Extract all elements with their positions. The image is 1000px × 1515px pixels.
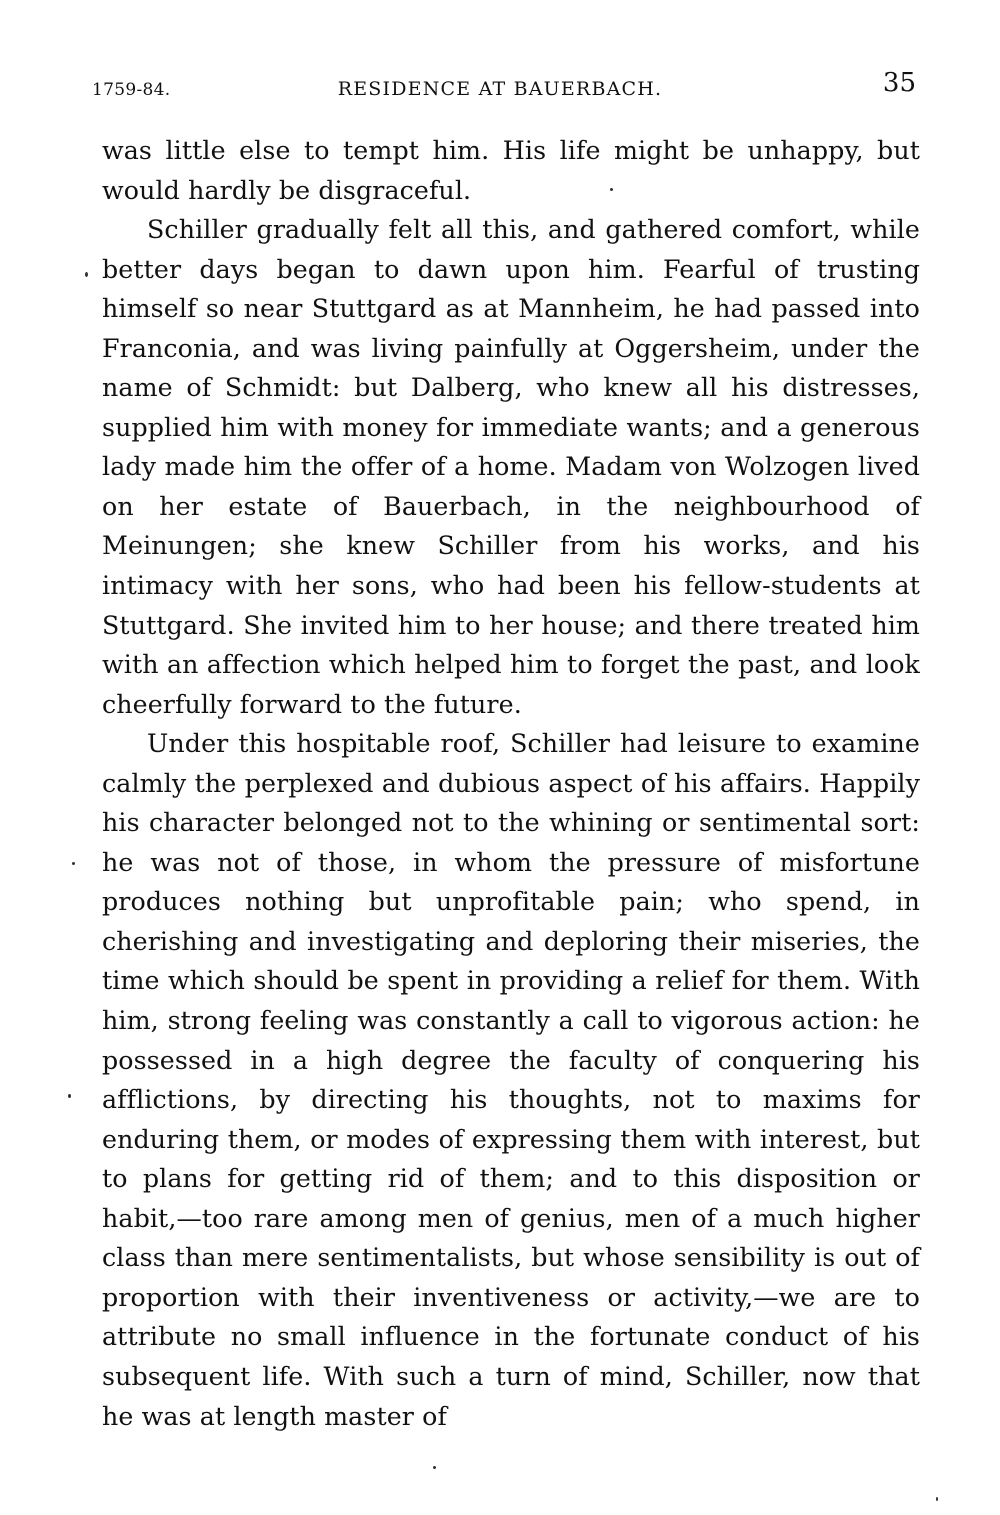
scan-speck — [936, 1497, 938, 1501]
scan-speck — [72, 862, 75, 865]
page-number: 35 — [882, 68, 916, 98]
running-head — [88, 68, 916, 104]
scan-speck — [68, 1094, 71, 1098]
paragraph-3: Under this hospitable roof, Schiller had leisure to examine calmly the perplexed and dubious aspect of his affairs. Happily his character belonged not to the whining or sentimental sort: he was not of those, in whom the pressure of misfortune produces nothing but unprofitable pain; who spend, in cherishing and investigating and deploring their miseries, the time which should be spent in providing a relief for them. With him, strong feeling was constantly a call to vigorous action: he possessed in a high degree the faculty of conquering his afflictions, by directing his thoughts, not to maxims for enduring them, or modes of expressing them with interest, but to plans for getting rid of them; and to this disposition or habit,—too rare among men of genius, men of a much higher class than mere sentimentalists, but whose sensibility is out of proportion with their inventiveness or activity,—we are to attribute no small influence in the fortunate conduct of his subsequent life. With such a turn of mind, Schiller, now that he was at length master of — [102, 729, 920, 1431]
paragraph-1: was little else to tempt him. His life might be unhappy, but would hardly be disgraceful. — [102, 136, 920, 205]
header-title: RESIDENCE AT BAUERBACH. — [337, 78, 663, 100]
scan-speck — [433, 1466, 436, 1469]
scan-speck — [610, 188, 613, 191]
header-years: 1759-84. — [92, 80, 171, 100]
scan-speck — [85, 272, 88, 277]
paragraph-2: Schiller gradually felt all this, and gathered comfort, while better days began to dawn upon him. Fearful of trusting himself so near Stuttgard as at Mannheim, he had passed into Franconia, and was living painfully at Oggersheim, under the name of Schmidt: but Dalberg, who knew all his distresses, supplied him with money for immediate wants; and a generous lady made him the offer of a home. Madam von Wolzogen lived on her estate of Bauerbach, in the neighbourhood of Meinungen; she knew Schiller from his works, and his intimacy with her sons, who had been his fellow-students at Stuttgard. She invited him to her house; and there treated him with an affection which helped him to forget the past, and look cheerfully forward to the future. — [102, 215, 920, 719]
body-text — [102, 131, 920, 1436]
